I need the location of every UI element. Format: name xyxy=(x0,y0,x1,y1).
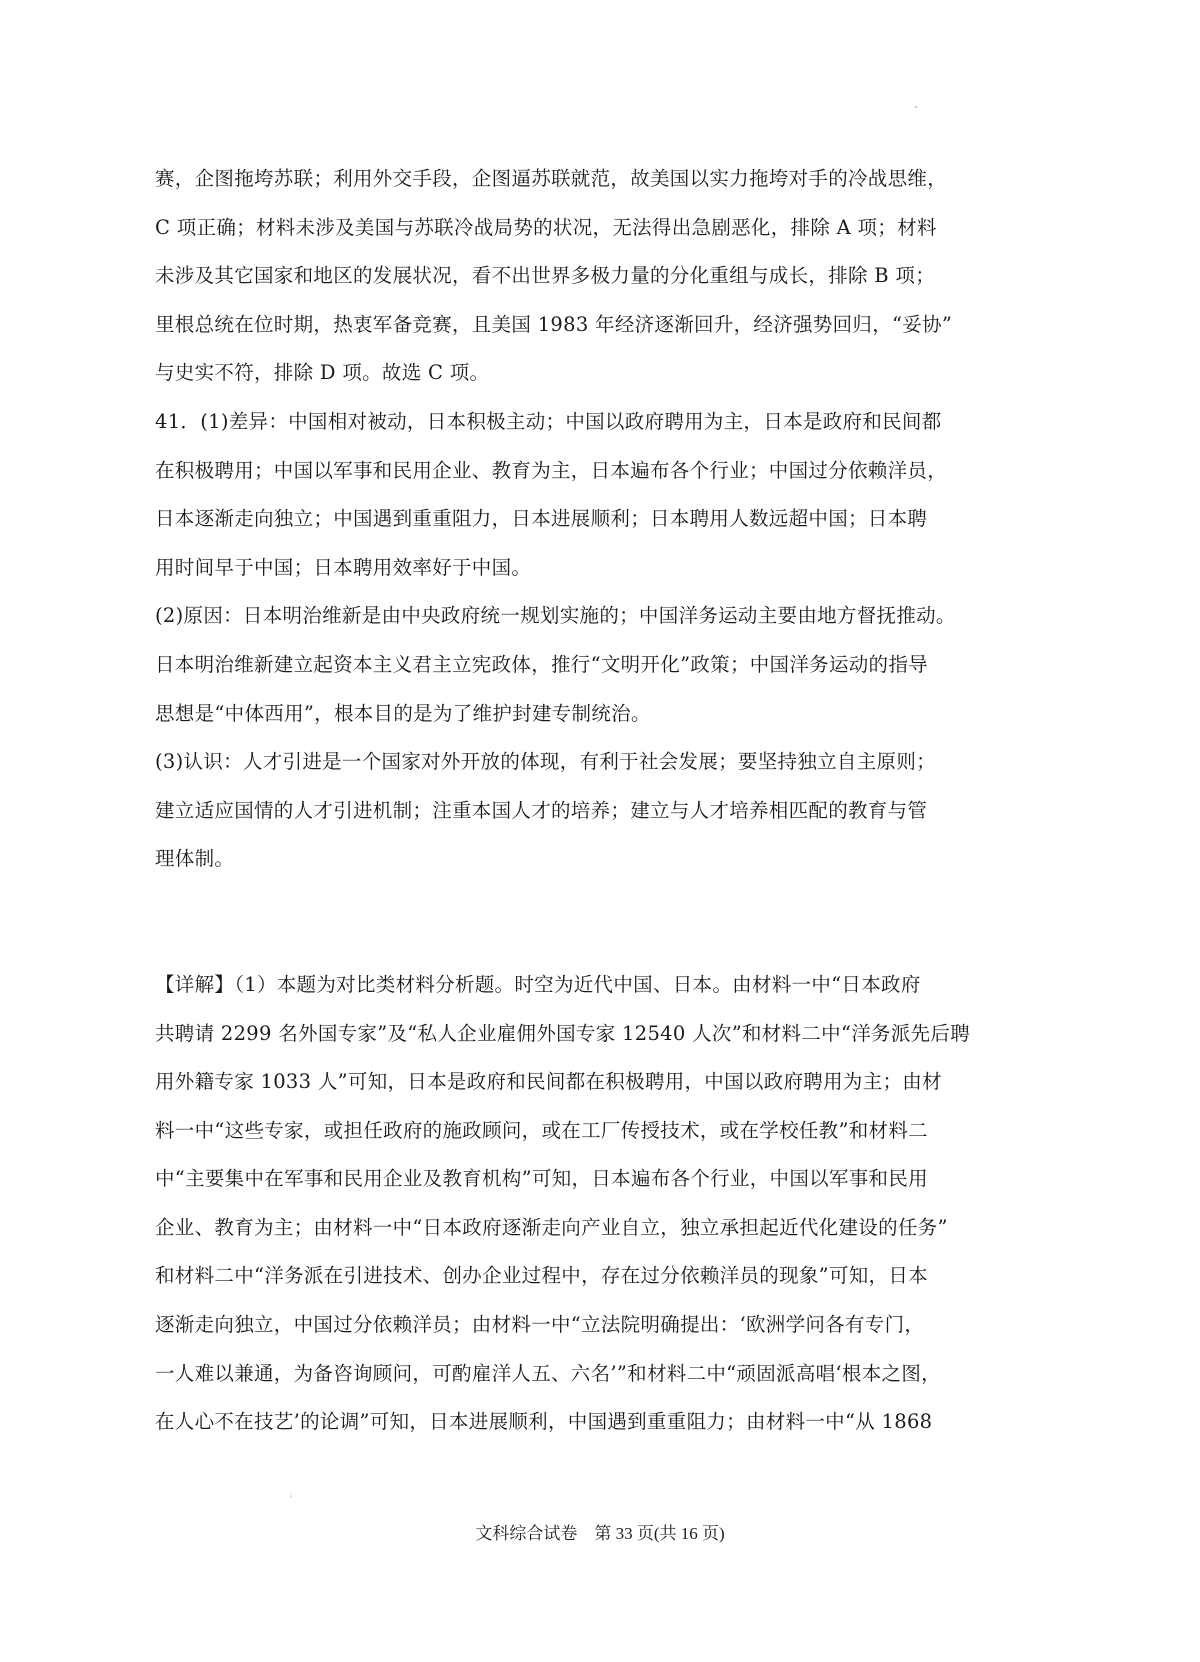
text-line: 逐渐走向独立，中国过分依赖洋员；由材料一中“立法院明确提出：‘欧洲学问各有专门， xyxy=(155,1313,925,1337)
text-line: 赛，企图拖垮苏联；利用外交手段，企图逼苏联就范，故美国以实力拖垮对手的冷战思维， xyxy=(155,167,948,190)
text-line: 用外籍专家 1033 人”可知，日本是政府和民间都在积极聘用，中国以政府聘用为主；由材 xyxy=(155,1070,942,1094)
answer-text xyxy=(155,155,1055,1447)
text-line: 料一中“这些专家，或担任政府的施政顾问，或在工厂传授技术，或在学校任教”和材料二 xyxy=(155,1118,928,1142)
explanation-heading-line: 【详解】（1）本题为对比类材料分析题。时空为近代中国、日本。由材料一中“日本政府 xyxy=(155,972,921,996)
text-line: 在积极聘用；中国以军事和民用企业、教育为主，日本遍布各个行业；中国过分依赖洋员， xyxy=(155,458,948,482)
text-line: 里根总统在位时期，热衷军备竞赛，且美国 1983 年经济逐渐回升，经济强势回归，“妥协” xyxy=(155,312,953,336)
paragraph-gap xyxy=(155,884,1055,961)
text-line: 建立适应国情的人才引进机制；注重本国人才的培养；建立与人才培养相匹配的教育与管 xyxy=(155,798,928,822)
text-line: 思想是“中体西用”，根本目的是为了维护封建专制统治。 xyxy=(155,701,651,725)
text-line: 企业、教育为主；由材料一中“日本政府逐渐走向产业自立，独立承担起近代化建设的任务” xyxy=(155,1215,948,1239)
text-line: 未涉及其它国家和地区的发展状况，看不出世界多极力量的分化重组与成长，排除 B 项； xyxy=(155,264,936,288)
text-line: 用时间早于中国；日本聘用效率好于中国。 xyxy=(155,555,532,579)
question-41-part2: (2)原因：日本明治维新是由中央政府统一规划实施的；中国洋务运动主要由地方督抚推动。 xyxy=(155,604,956,628)
page-footer: 文科综合试卷 第 33 页(共 16 页) xyxy=(475,1524,725,1543)
text-line: 共聘请 2299 名外国专家”及“私人企业雇佣外国专家 12540 人次”和材料二中“洋务派先后聘 xyxy=(155,1021,971,1045)
text-line: 在人心不在技艺’的论调”可知，日本进展顺利，中国遇到重重阻力；由材料一中“从 1868 xyxy=(155,1410,933,1434)
scan-mark-top: " xyxy=(915,106,918,113)
text-line: 理体制。 xyxy=(155,847,235,871)
question-41-part1: 41．(1)差异：中国相对被动，日本积极主动；中国以政府聘用为主，日本是政府和民间都 xyxy=(155,409,942,433)
scan-mark-bottom: : xyxy=(290,1492,293,1499)
text-line: 日本明治维新建立起资本主义君主立宪政体，推行“文明开化”政策；中国洋务运动的指导 xyxy=(155,652,928,676)
text-line: 中“主要集中在军事和民用企业及教育机构”可知，日本遍布各个行业，中国以军事和民用 xyxy=(155,1167,928,1191)
text-line: 日本逐渐走向独立；中国遇到重重阻力，日本进展顺利；日本聘用人数远超中国；日本聘 xyxy=(155,507,928,531)
text-line: 一人难以兼通，为备咨询顾问，可酌雇洋人五、六名’”和材料二中“顽固派高唱‘根本之图， xyxy=(155,1361,941,1385)
question-41-part3: (3)认识：人才引进是一个国家对外开放的体现，有利于社会发展；要坚持独立自主原则； xyxy=(155,750,936,774)
text-line: 和材料二中“洋务派在引进技术、创办企业过程中，存在过分依赖洋员的现象”可知，日本 xyxy=(155,1264,928,1288)
text-line: C 项正确；材料未涉及美国与苏联冷战局势的状况，无法得出急剧恶化，排除 A 项；材料 xyxy=(155,215,937,239)
text-line: 与史实不符，排除 D 项。故选 C 项。 xyxy=(155,361,490,385)
